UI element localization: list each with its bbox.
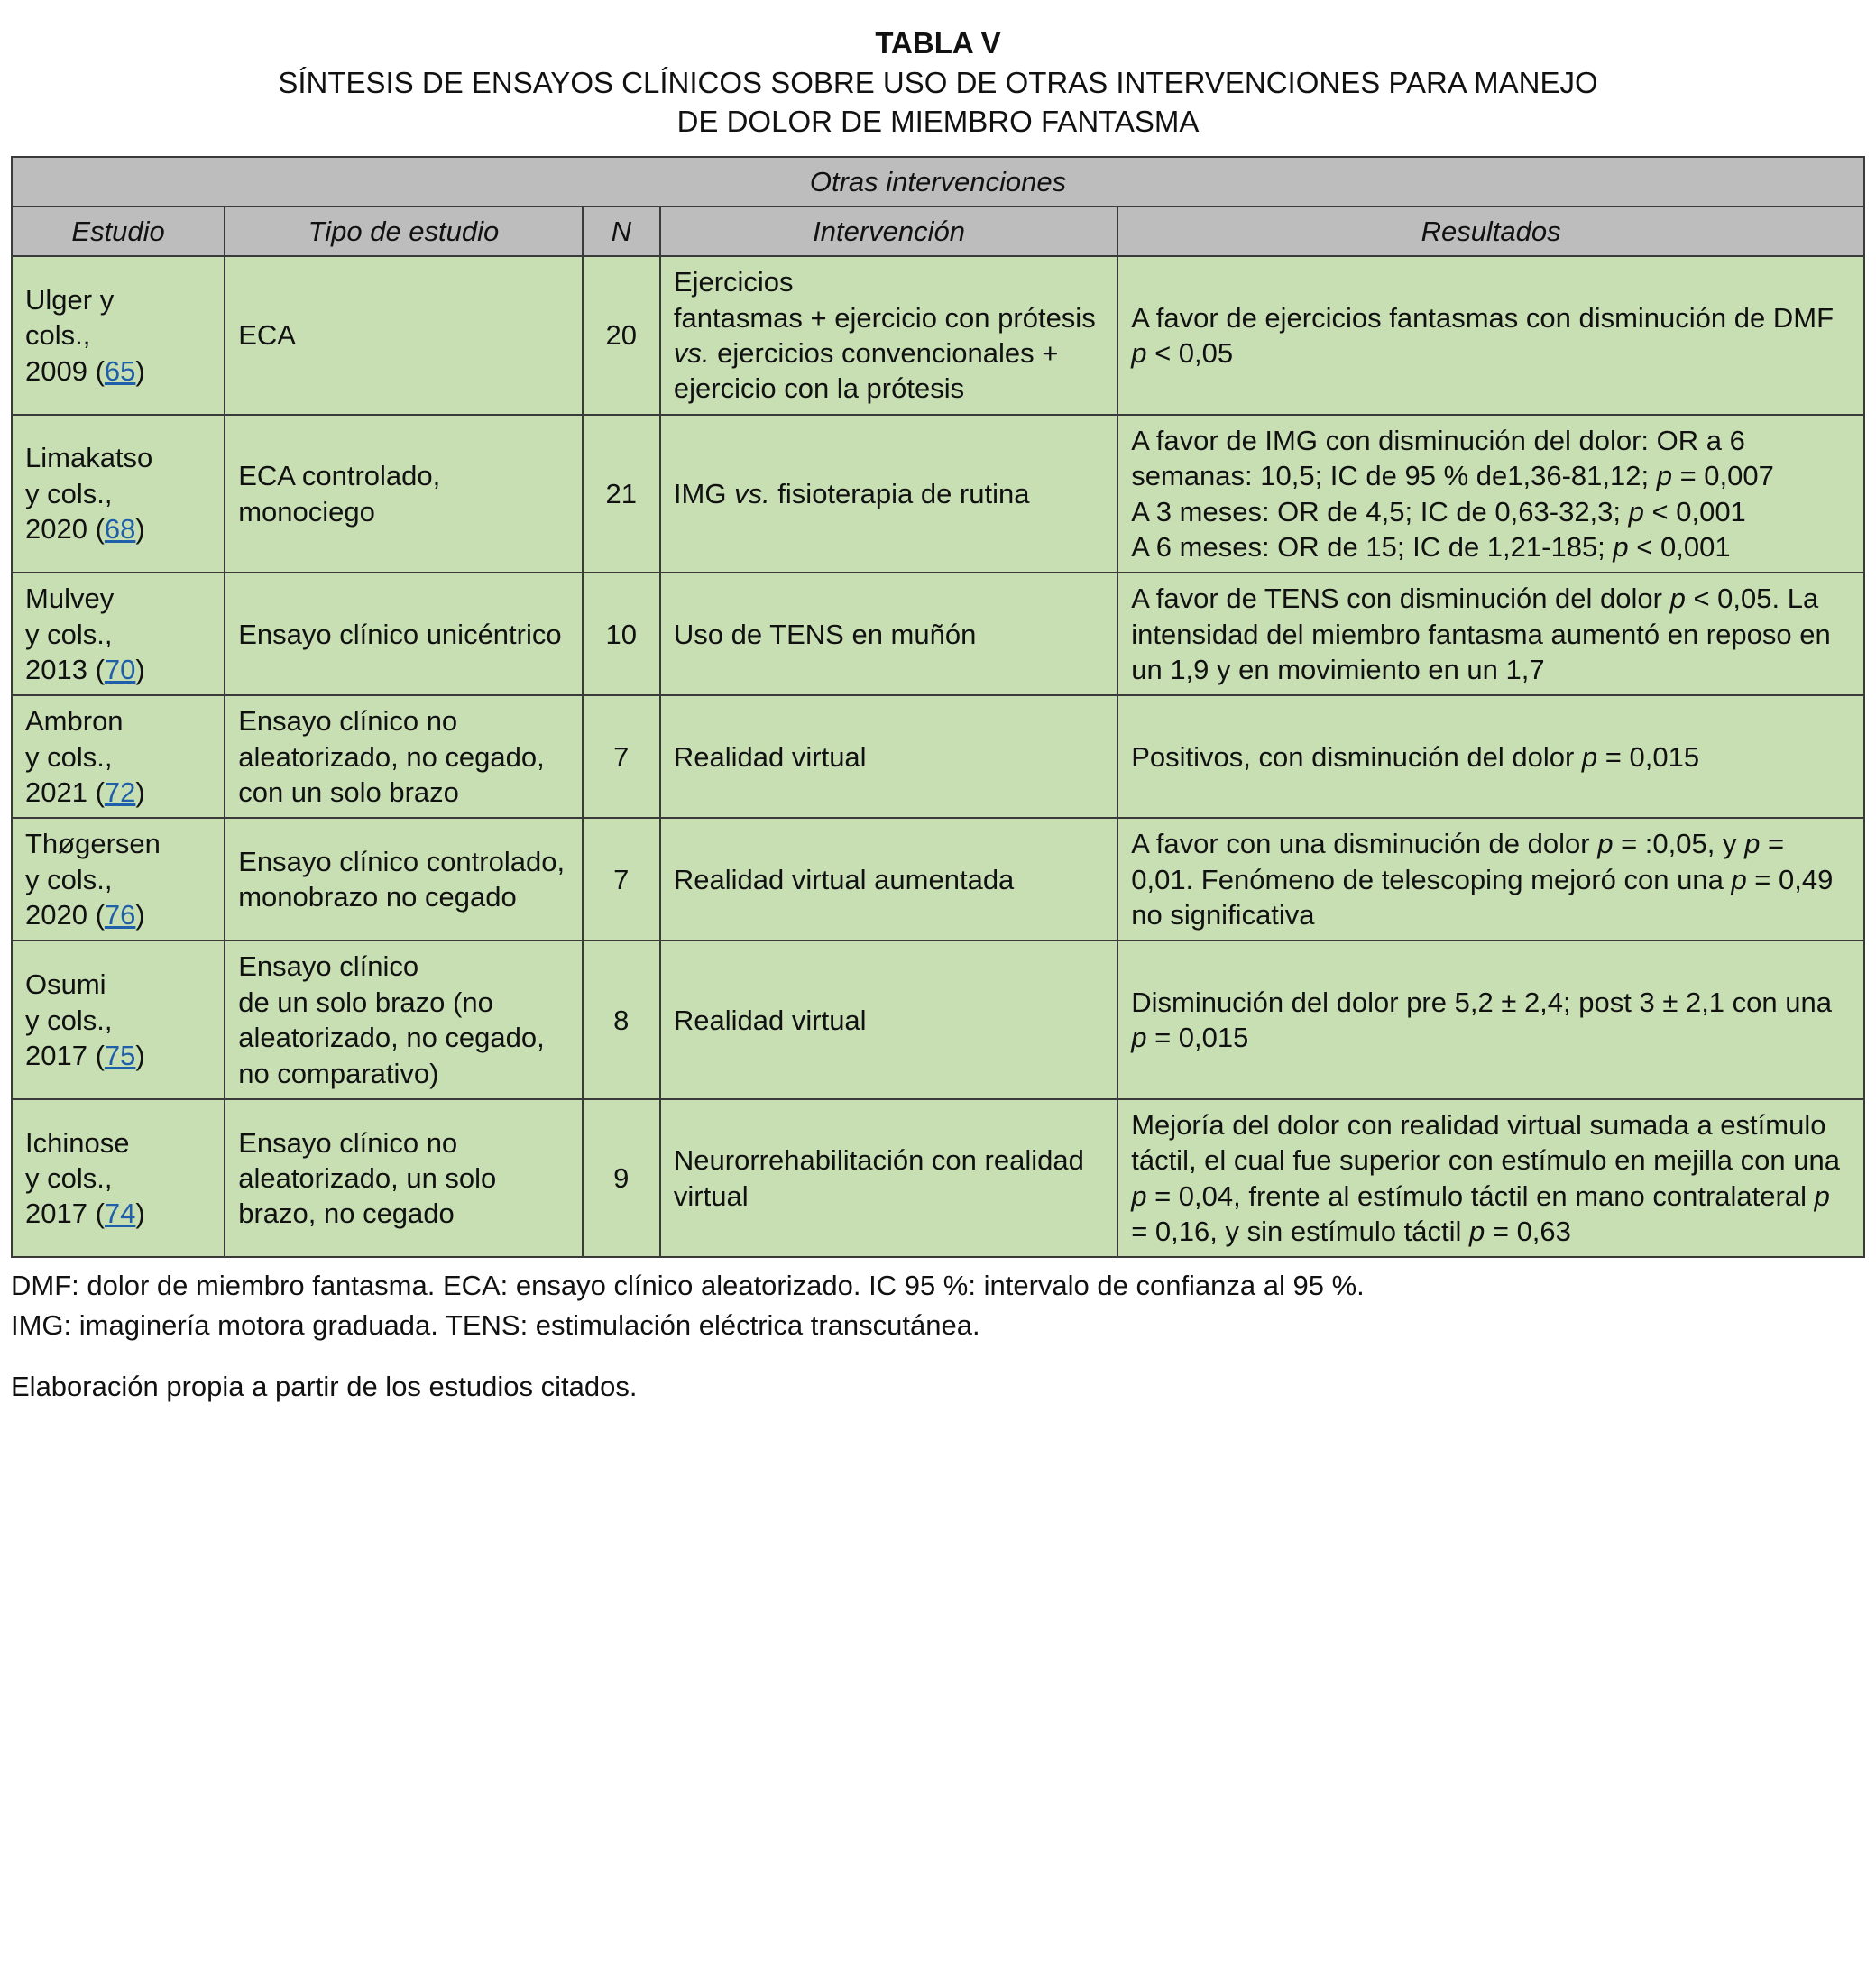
footnote-abbreviations-2: IMG: imaginería motora graduada. TENS: estimulación eléctrica transcutánea. [11, 1309, 980, 1342]
citation-link[interactable]: 74 [104, 1197, 136, 1230]
resultados-cell: A favor de TENS con disminución del dolor p < 0,05. La intensidad del miembro fantasma aumentó en reposo en un 1,9 y en movimiento en un 1,7 [1117, 573, 1864, 695]
col-header-tipo-de-estudio: Tipo de estudio [225, 206, 582, 256]
intervencion-cell: Realidad virtual [660, 695, 1117, 818]
tipo-de-estudio-cell: Ensayo clínico controlado, monobrazo no cegado [225, 818, 582, 941]
resultados-cell: Positivos, con disminución del dolor p = 0,015 [1117, 695, 1864, 818]
intervencion-cell: IMG vs. fisioterapia de rutina [660, 415, 1117, 573]
tipo-de-estudio-cell: ECA [225, 256, 582, 414]
intervencion-cell: Realidad virtual [660, 941, 1117, 1098]
table-title-number: TABLA V [875, 26, 1001, 60]
table-row [12, 941, 1864, 1098]
footnotes [11, 1267, 1865, 1406]
header-row [12, 206, 1864, 256]
table-row [12, 818, 1864, 941]
estudio-cell: Thøgersen y cols., 2020 (76) [12, 818, 225, 941]
estudio-cell: Ulger y cols., 2009 (65) [12, 256, 225, 414]
tipo-de-estudio-cell: Ensayo clínico no aleatorizado, un solo brazo, no cegado [225, 1099, 582, 1257]
n-cell: 21 [583, 415, 660, 573]
estudio-cell: Ambron y cols., 2021 (72) [12, 695, 225, 818]
intervencion-cell: Realidad virtual aumentada [660, 818, 1117, 941]
citation-link[interactable]: 72 [104, 776, 136, 809]
resultados-cell: A favor de ejercicios fantasmas con disminución de DMF p < 0,05 [1117, 256, 1864, 414]
page [11, 23, 1865, 1406]
citation-link[interactable]: 65 [104, 354, 136, 387]
n-cell: 9 [583, 1099, 660, 1257]
col-header-n: N [583, 206, 660, 256]
n-cell: 7 [583, 818, 660, 941]
estudio-cell: Limakatso y cols., 2020 (68) [12, 415, 225, 573]
table-title [11, 23, 1865, 142]
n-cell: 8 [583, 941, 660, 1098]
intervencion-cell: Uso de TENS en muñón [660, 573, 1117, 695]
col-header-estudio: Estudio [12, 206, 225, 256]
tipo-de-estudio-cell: Ensayo clínico unicéntrico [225, 573, 582, 695]
intervencion-cell: Ejercicios fantasmas + ejercicio con prótesis vs. ejercicios convencionales + ejercicio con la prótesis [660, 256, 1117, 414]
resultados-cell: A favor con una disminución de dolor p = :0,05, y p = 0,01. Fenómeno de telescoping mejoró con una p = 0,49 no significativa [1117, 818, 1864, 941]
col-header-intervencion: Intervención [660, 206, 1117, 256]
table-row [12, 415, 1864, 573]
table-title-line2: SÍNTESIS DE ENSAYOS CLÍNICOS SOBRE USO DE OTRAS INTERVENCIONES PARA MANEJO [278, 65, 1598, 99]
resultados-cell: Disminución del dolor pre 5,2 ± 2,4; post 3 ± 2,1 con una p = 0,015 [1117, 941, 1864, 1098]
estudio-cell: Osumi y cols., 2017 (75) [12, 941, 225, 1098]
table-body [12, 256, 1864, 1257]
citation-link[interactable]: 75 [104, 1039, 136, 1071]
table-row [12, 695, 1864, 818]
table-row [12, 573, 1864, 695]
table-row [12, 256, 1864, 414]
interventions-table [11, 156, 1865, 1259]
footnote-source: Elaboración propia a partir de los estudios citados. [11, 1371, 638, 1403]
table-title-line3: DE DOLOR DE MIEMBRO FANTASMA [676, 105, 1200, 139]
citation-link[interactable]: 68 [104, 513, 136, 546]
intervencion-cell: Neurorrehabilitación con realidad virtual [660, 1099, 1117, 1257]
col-header-resultados: Resultados [1117, 206, 1864, 256]
resultados-cell: A favor de IMG con disminución del dolor: OR a 6 semanas: 10,5; IC de 95 % de1,36-81,12; p = 0,007 A 3 meses: OR de 4,5; IC de 0,63-32,3; p < 0,001 A 6 meses: OR de 15; IC de 1,21-185; p < 0,001 [1117, 415, 1864, 573]
tipo-de-estudio-cell: Ensayo clínico no aleatorizado, no cegado, con un solo brazo [225, 695, 582, 818]
table-caption: Otras intervenciones [12, 157, 1864, 206]
n-cell: 10 [583, 573, 660, 695]
tipo-de-estudio-cell: Ensayo clínico de un solo brazo (no aleatorizado, no cegado, no comparativo) [225, 941, 582, 1098]
footnote-abbreviations-1: DMF: dolor de miembro fantasma. ECA: ensayo clínico aleatorizado. IC 95 %: intervalo de confianza al 95 %. [11, 1270, 1365, 1302]
tipo-de-estudio-cell: ECA controlado, monociego [225, 415, 582, 573]
n-cell: 7 [583, 695, 660, 818]
estudio-cell: Mulvey y cols., 2013 (70) [12, 573, 225, 695]
estudio-cell: Ichinose y cols., 2017 (74) [12, 1099, 225, 1257]
caption-row [12, 157, 1864, 206]
resultados-cell: Mejoría del dolor con realidad virtual sumada a estímulo táctil, el cual fue superior con estímulo en mejilla con una p = 0,04, frente al estímulo táctil en mano contralateral p = 0,16, y sin estímulo táctil p = 0,63 [1117, 1099, 1864, 1257]
citation-link[interactable]: 70 [104, 653, 136, 685]
table-row [12, 1099, 1864, 1257]
citation-link[interactable]: 76 [104, 899, 136, 931]
n-cell: 20 [583, 256, 660, 414]
